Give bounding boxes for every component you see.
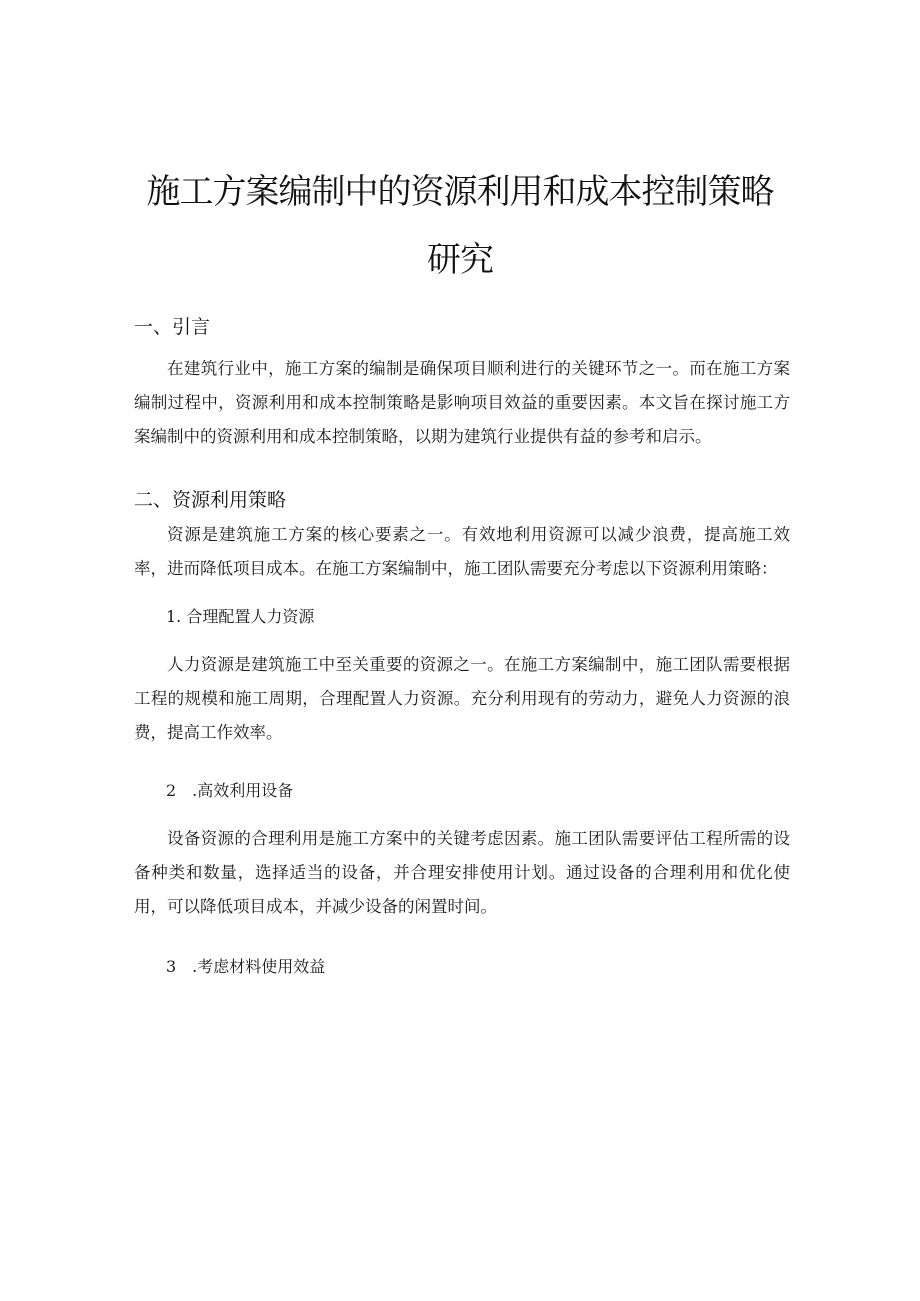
section-heading-resource-strategy: 二、资源利用策略 [134, 489, 287, 511]
document-title-line-2: 研究 [427, 240, 493, 280]
list-item-label-human-resources: 1. 合理配置人力资源 [166, 607, 315, 626]
equipment-paragraph: 设备资源的合理利用是施工方案中的关键考虑因素。施工团队需要评估工程所需的设备种类和数量，选择适当的设备，并合理安排使用计划。通过设备的合理利用和优化使用，可以降低项目成本，并减少设备的闲置时间。 [134, 829, 790, 916]
list-item-label-materials: 3 .考虑材料使用效益 [166, 957, 326, 976]
list-item-label-equipment: 2 .高效利用设备 [166, 781, 294, 800]
section-heading-introduction: 一、引言 [134, 316, 211, 338]
human-resources-paragraph: 人力资源是建筑施工中至关重要的资源之一。在施工方案编制中，施工团队需要根据工程的规模和施工周期，合理配置人力资源。充分利用现有的劳动力，避免人力资源的浪费，提高工作效率。 [134, 655, 790, 742]
document-title-line-1: 施工方案编制中的资源利用和成本控制策略 [146, 172, 774, 212]
introduction-paragraph: 在建筑行业中，施工方案的编制是确保项目顺利进行的关键环节之一。而在施工方案编制过程中，资源利用和成本控制策略是影响项目效益的重要因素。本文旨在探讨施工方案编制中的资源利用和成本控制策略，以期为建筑行业提供有益的参考和启示。 [134, 359, 790, 446]
resource-strategy-paragraph: 资源是建筑施工方案的核心要素之一。有效地利用资源可以减少浪费，提高施工效率，进而降低项目成本。在施工方案编制中，施工团队需要充分考虑以下资源利用策略： [134, 525, 790, 578]
